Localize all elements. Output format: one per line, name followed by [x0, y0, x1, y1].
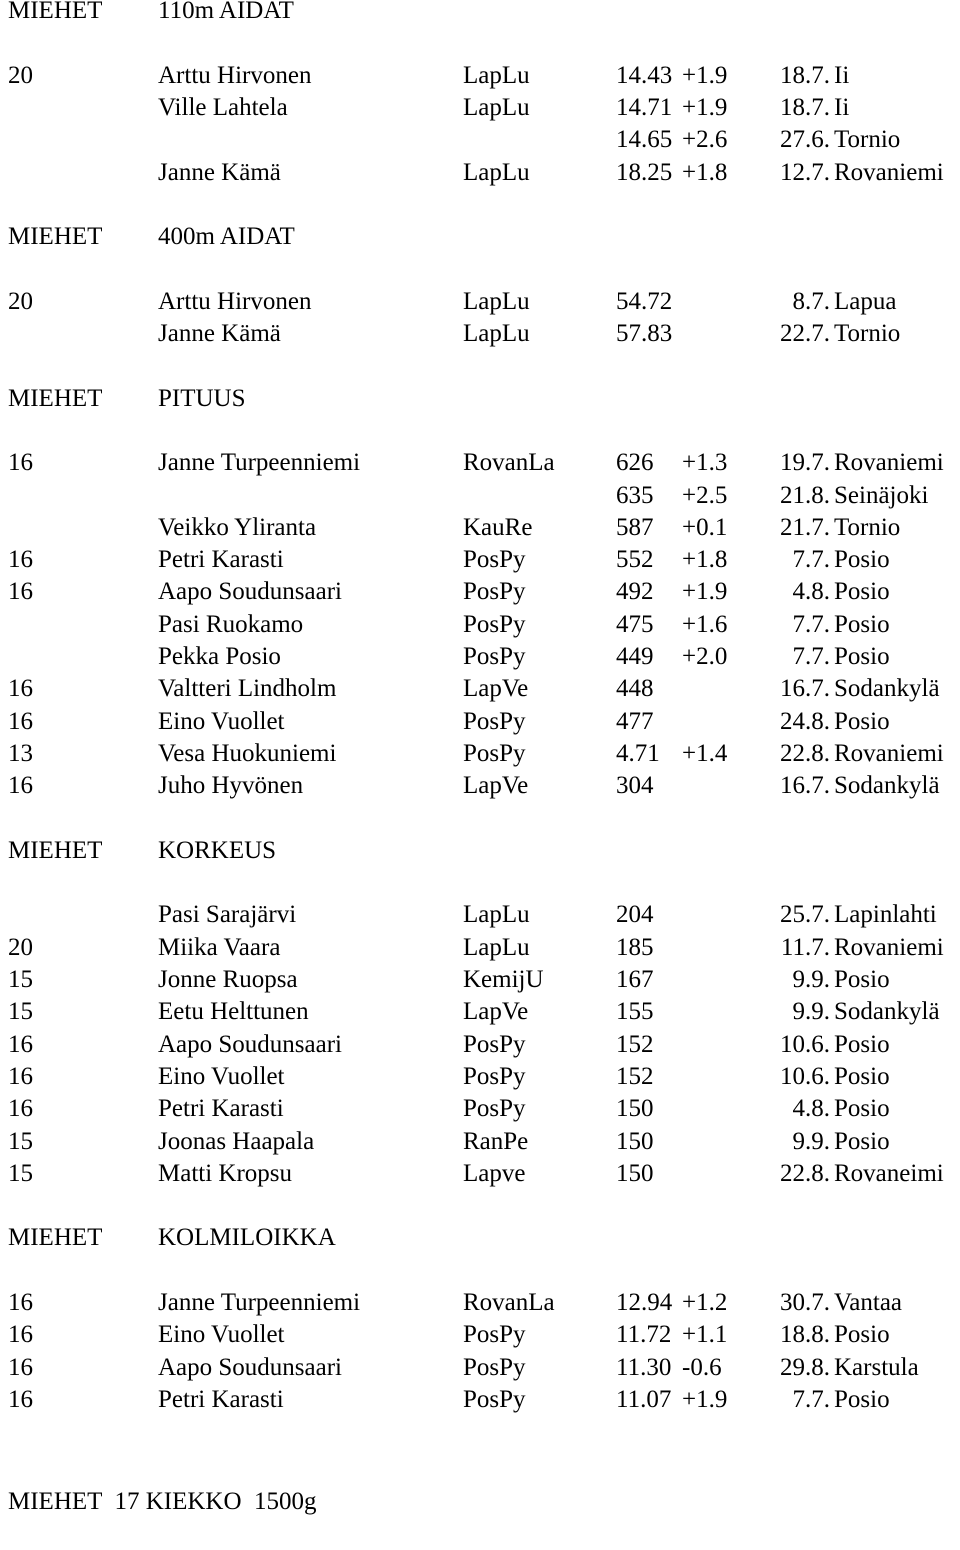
athlete-name: Matti Kropsu [158, 1159, 293, 1187]
section-category: MIEHET [8, 223, 103, 251]
result-row [0, 641, 960, 673]
club-cell: LapLu [463, 287, 530, 315]
date-cell: 27.6. [780, 126, 830, 154]
result-cell: 11.72 [616, 1321, 672, 1349]
age-cell: 16 [8, 1289, 33, 1316]
result-row [0, 1061, 960, 1093]
date-cell: 7.7. [792, 1385, 830, 1413]
result-row [0, 609, 960, 641]
section-category: MIEHET [8, 836, 103, 864]
age-cell: 16 [8, 1095, 33, 1123]
date-cell: 7.7. [792, 546, 830, 574]
place-cell: Posio [834, 546, 890, 574]
athlete-name: Joonas Haapala [158, 1127, 315, 1155]
club-cell: RovanLa [463, 1289, 555, 1316]
wind-cell: +0.1 [682, 513, 728, 541]
section-category: MIEHET [8, 1224, 103, 1252]
result-cell: 587 [616, 513, 654, 541]
wind-cell: +1.9 [682, 93, 728, 121]
athlete-name: Janne Turpeenniemi [158, 1289, 361, 1316]
date-cell: 11.7. [780, 933, 830, 961]
athlete-name: Pekka Posio [158, 643, 281, 670]
footer-text: MIEHET 17 KIEKKO 1500g [8, 1487, 317, 1515]
result-cell: 152 [616, 1030, 654, 1058]
result-cell: 492 [616, 578, 654, 606]
result-cell: 552 [616, 546, 654, 574]
result-cell: 304 [616, 772, 654, 800]
place-cell: Lapua [834, 287, 897, 315]
athlete-name: Aapo Soudunsaari [158, 578, 342, 606]
club-cell: PosPy [463, 578, 526, 606]
section-category: MIEHET [8, 384, 103, 412]
date-cell: 18.8. [780, 1321, 830, 1349]
result-row [0, 1029, 960, 1061]
club-cell: PosPy [463, 1353, 526, 1381]
place-cell: Posio [834, 1030, 890, 1058]
club-cell: RovanLa [463, 449, 555, 477]
age-cell: 15 [8, 1159, 33, 1187]
age-cell: 15 [8, 1127, 33, 1155]
age-cell: 16 [8, 772, 33, 800]
section-header [0, 383, 960, 415]
date-cell: 18.7. [780, 93, 830, 121]
place-cell: Posio [834, 1385, 890, 1413]
athlete-name: Petri Karasti [158, 1095, 284, 1123]
club-cell: Lapve [463, 1159, 526, 1187]
athlete-name: Petri Karasti [158, 546, 284, 574]
result-row [0, 899, 960, 931]
date-cell: 10.6. [780, 1062, 830, 1090]
result-cell: 150 [616, 1159, 654, 1187]
age-cell: 16 [8, 449, 33, 477]
athlete-name: Pasi Ruokamo [158, 610, 304, 638]
club-cell: PosPy [463, 1062, 526, 1090]
club-cell: LapLu [463, 320, 530, 347]
date-cell: 22.8. [780, 1159, 830, 1187]
date-cell: 21.8. [780, 481, 830, 509]
section-header [0, 221, 960, 253]
section-event: 110m AIDAT [158, 0, 294, 24]
result-cell: 155 [616, 998, 654, 1026]
result-cell: 11.30 [616, 1353, 672, 1381]
athlete-name: Pasi Sarajärvi [158, 901, 297, 929]
age-cell: 16 [8, 578, 33, 606]
result-row [0, 157, 960, 189]
club-cell: PosPy [463, 707, 526, 735]
date-cell: 9.9. [792, 1127, 830, 1155]
result-row [0, 60, 960, 92]
result-cell: 14.71 [616, 93, 673, 121]
result-row [0, 124, 960, 156]
date-cell: 22.7. [780, 320, 830, 347]
club-cell: PosPy [463, 1030, 526, 1058]
date-cell: 9.9. [792, 998, 830, 1026]
result-row [0, 1158, 960, 1190]
date-cell: 12.7. [780, 158, 830, 186]
result-row [0, 996, 960, 1028]
place-cell: Ii [834, 61, 850, 89]
age-cell: 15 [8, 966, 33, 993]
wind-cell: +1.3 [682, 449, 728, 477]
result-row [0, 1319, 960, 1351]
age-cell: 16 [8, 707, 33, 735]
place-cell: Seinäjoki [834, 481, 929, 509]
result-row [0, 447, 960, 479]
place-cell: Tornio [834, 320, 901, 347]
athlete-name: Veikko Yliranta [158, 513, 317, 541]
place-cell: Posio [834, 578, 890, 606]
athlete-name: Janne Kämä [158, 320, 281, 347]
date-cell: 29.8. [780, 1353, 830, 1381]
place-cell: Rovaniemi [834, 739, 944, 767]
wind-cell: +2.5 [682, 481, 728, 509]
result-cell: 18.25 [616, 158, 673, 186]
section-event: 400m AIDAT [158, 223, 295, 251]
result-row [0, 770, 960, 802]
date-cell: 4.8. [792, 578, 830, 606]
place-cell: Posio [834, 643, 890, 670]
age-cell: 16 [8, 1030, 33, 1058]
place-cell: Posio [834, 1321, 890, 1349]
wind-cell: +1.9 [682, 578, 728, 606]
date-cell: 30.7. [780, 1289, 830, 1316]
date-cell: 18.7. [780, 61, 830, 89]
result-cell: 635 [616, 481, 654, 509]
result-cell: 57.83 [616, 320, 673, 347]
athlete-name: Aapo Soudunsaari [158, 1030, 342, 1058]
date-cell: 22.8. [780, 739, 830, 767]
result-cell: 448 [616, 675, 654, 703]
place-cell: Tornio [834, 513, 901, 541]
wind-cell: +1.9 [682, 61, 728, 89]
result-row [0, 544, 960, 576]
place-cell: Posio [834, 1127, 890, 1155]
place-cell: Vantaa [834, 1289, 903, 1316]
age-cell: 16 [8, 1062, 33, 1090]
wind-cell: +1.6 [682, 610, 728, 638]
age-cell: 16 [8, 1353, 33, 1381]
age-cell: 20 [8, 61, 33, 89]
wind-cell: +1.4 [682, 739, 728, 767]
wind-cell: +1.8 [682, 546, 728, 574]
result-cell: 477 [616, 707, 654, 735]
place-cell: Rovaniemi [834, 933, 944, 961]
date-cell: 19.7. [780, 449, 830, 477]
result-cell: 204 [616, 901, 654, 929]
result-row [0, 964, 960, 996]
date-cell: 8.7. [792, 287, 830, 315]
result-cell: 12.94 [616, 1289, 673, 1316]
date-cell: 7.7. [792, 643, 830, 670]
result-cell: 150 [616, 1127, 654, 1155]
athlete-name: Miika Vaara [158, 933, 281, 961]
wind-cell: +1.9 [682, 1385, 728, 1413]
age-cell: 16 [8, 546, 33, 574]
wind-cell: +1.2 [682, 1289, 728, 1316]
wind-cell: +2.6 [682, 126, 728, 154]
place-cell: Sodankylä [834, 998, 940, 1026]
result-row [0, 1384, 960, 1416]
club-cell: PosPy [463, 546, 526, 574]
date-cell: 9.9. [792, 966, 830, 993]
date-cell: 21.7. [780, 513, 830, 541]
place-cell: Posio [834, 707, 890, 735]
club-cell: KemijU [463, 966, 544, 993]
place-cell: Tornio [834, 126, 901, 154]
athlete-name: Valtteri Lindholm [158, 675, 337, 703]
athlete-name: Petri Karasti [158, 1385, 284, 1413]
date-cell: 4.8. [792, 1095, 830, 1123]
result-row [0, 92, 960, 124]
place-cell: Sodankylä [834, 772, 940, 800]
result-cell: 150 [616, 1095, 654, 1123]
club-cell: LapVe [463, 998, 529, 1026]
place-cell: Sodankylä [834, 675, 940, 703]
date-cell: 7.7. [792, 610, 830, 638]
athlete-name: Aapo Soudunsaari [158, 1353, 342, 1381]
place-cell: Posio [834, 966, 890, 993]
result-row [0, 576, 960, 608]
result-row [0, 1093, 960, 1125]
club-cell: LapVe [463, 772, 529, 800]
footer-line [0, 1486, 960, 1518]
result-row [0, 286, 960, 318]
club-cell: LapLu [463, 901, 530, 929]
athlete-name: Arttu Hirvonen [158, 61, 312, 89]
club-cell: LapVe [463, 675, 529, 703]
result-cell: 449 [616, 643, 654, 670]
result-cell: 626 [616, 449, 654, 477]
club-cell: LapLu [463, 158, 530, 186]
club-cell: PosPy [463, 643, 526, 670]
section-header [0, 0, 960, 27]
place-cell: Posio [834, 610, 890, 638]
place-cell: Rovaniemi [834, 449, 944, 477]
club-cell: PosPy [463, 1095, 526, 1123]
athlete-name: Ville Lahtela [158, 93, 288, 121]
place-cell: Rovaneimi [834, 1159, 944, 1187]
athlete-name: Eetu Helttunen [158, 998, 309, 1026]
place-cell: Lapinlahti [834, 901, 937, 929]
section-event: KORKEUS [158, 836, 277, 864]
place-cell: Rovaniemi [834, 158, 944, 186]
result-row [0, 1352, 960, 1384]
athlete-name: Eino Vuollet [158, 1062, 285, 1090]
date-cell: 16.7. [780, 675, 830, 703]
club-cell: KauRe [463, 513, 533, 541]
result-cell: 14.65 [616, 126, 673, 154]
result-row [0, 706, 960, 738]
section-header [0, 835, 960, 867]
result-row [0, 932, 960, 964]
result-cell: 4.71 [616, 739, 660, 767]
place-cell: Ii [834, 93, 850, 121]
result-cell: 11.07 [616, 1385, 672, 1413]
club-cell: PosPy [463, 739, 526, 767]
date-cell: 16.7. [780, 772, 830, 800]
section-category: MIEHET [8, 0, 103, 24]
date-cell: 25.7. [780, 901, 830, 929]
wind-cell: +1.1 [682, 1321, 728, 1349]
club-cell: LapLu [463, 93, 530, 121]
result-cell: 475 [616, 610, 654, 638]
wind-cell: -0.6 [682, 1353, 722, 1381]
athlete-name: Vesa Huokuniemi [158, 739, 337, 767]
wind-cell: +1.8 [682, 158, 728, 186]
club-cell: RanPe [463, 1127, 529, 1155]
result-row [0, 318, 960, 350]
athlete-name: Janne Kämä [158, 158, 281, 186]
place-cell: Karstula [834, 1353, 919, 1381]
result-row [0, 673, 960, 705]
age-cell: 16 [8, 675, 33, 703]
athlete-name: Eino Vuollet [158, 707, 285, 735]
result-row [0, 512, 960, 544]
club-cell: LapLu [463, 61, 530, 89]
athlete-name: Arttu Hirvonen [158, 287, 312, 315]
club-cell: PosPy [463, 1321, 526, 1349]
result-row [0, 480, 960, 512]
athlete-name: Eino Vuollet [158, 1321, 285, 1349]
club-cell: LapLu [463, 933, 530, 961]
section-event: KOLMILOIKKA [158, 1224, 336, 1252]
club-cell: PosPy [463, 1385, 526, 1413]
age-cell: 15 [8, 998, 33, 1026]
result-cell: 54.72 [616, 287, 673, 315]
age-cell: 16 [8, 1321, 33, 1349]
result-cell: 14.43 [616, 61, 673, 89]
section-event: PITUUS [158, 384, 246, 412]
result-cell: 185 [616, 933, 654, 961]
result-cell: 152 [616, 1062, 654, 1090]
age-cell: 20 [8, 933, 33, 961]
date-cell: 10.6. [780, 1030, 830, 1058]
wind-cell: +2.0 [682, 643, 728, 670]
result-row [0, 1126, 960, 1158]
result-row [0, 738, 960, 770]
date-cell: 24.8. [780, 707, 830, 735]
age-cell: 13 [8, 739, 33, 767]
athlete-name: Jonne Ruopsa [158, 966, 298, 993]
section-header [0, 1222, 960, 1254]
athlete-name: Juho Hyvönen [158, 772, 304, 800]
age-cell: 16 [8, 1385, 33, 1413]
result-cell: 167 [616, 966, 654, 993]
place-cell: Posio [834, 1095, 890, 1123]
club-cell: PosPy [463, 610, 526, 638]
place-cell: Posio [834, 1062, 890, 1090]
result-row [0, 1287, 960, 1319]
age-cell: 20 [8, 287, 33, 315]
athlete-name: Janne Turpeenniemi [158, 449, 361, 477]
